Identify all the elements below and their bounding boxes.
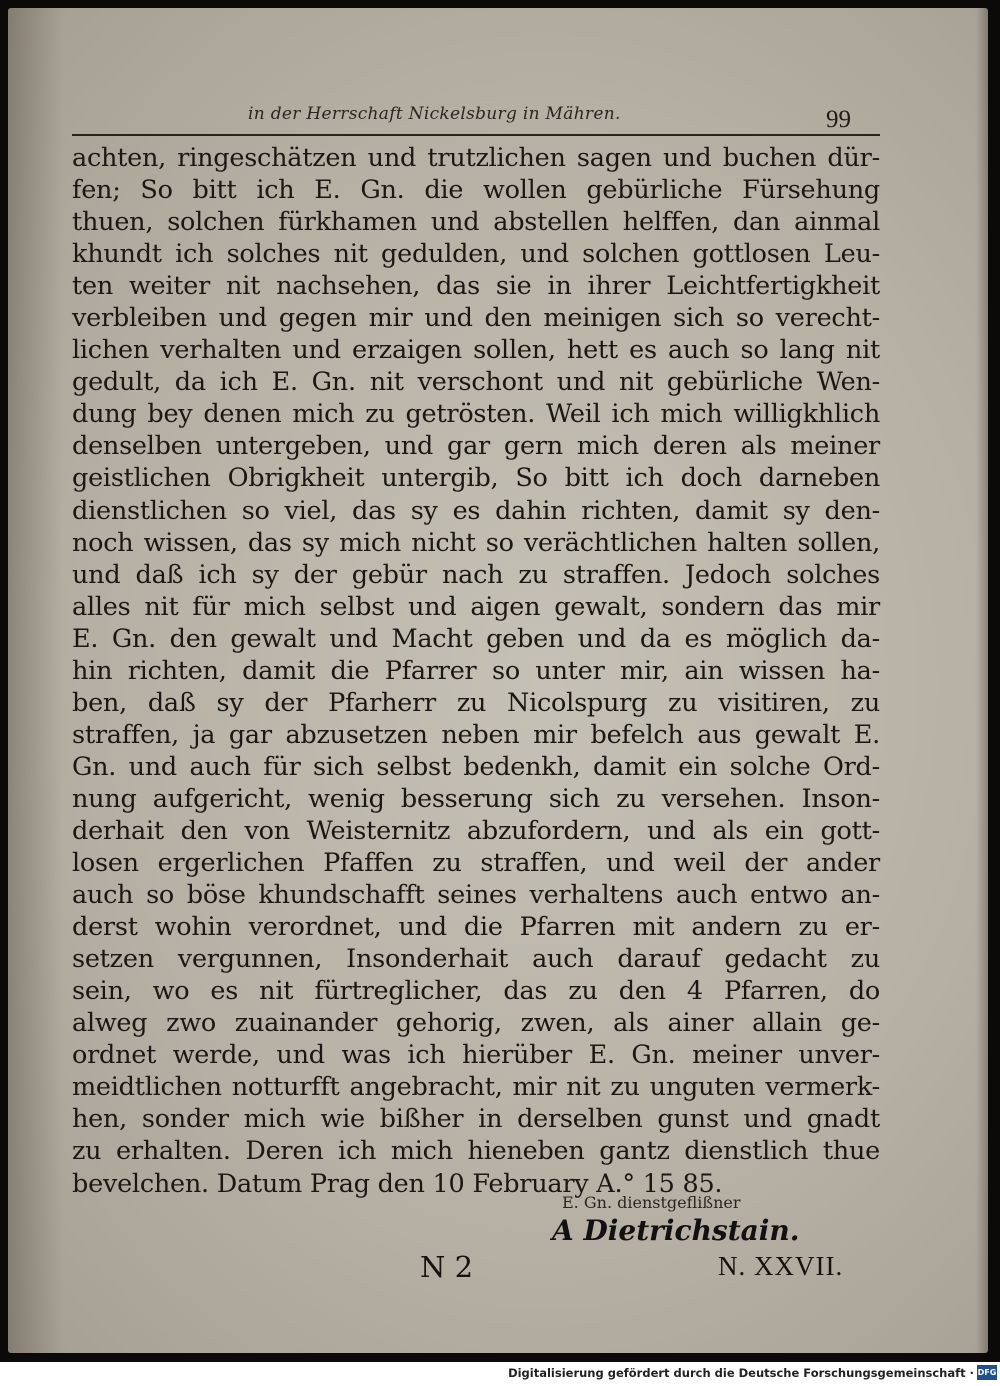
signature-mark: N 2 — [420, 1250, 474, 1284]
text-line: fen; So bitt ich E. Gn. die wollen gebürliche Fürsehung — [72, 175, 880, 206]
text-line: losen ergerlichen Pfaffen zu straffen, und weil der ander — [72, 848, 880, 879]
text-line: sein, wo es nit fürtreglicher, das zu den 4 Pfarren, do — [72, 976, 880, 1007]
text-line: achten, ringeschätzen und trutzlichen sagen und buchen dür- — [72, 143, 880, 173]
text-line: setzen vergunnen, Insonderhait auch darauf gedacht zu — [72, 944, 880, 975]
document-number: N. XXVII. — [718, 1251, 844, 1281]
text-line: alweg zwo zuainander gehorig, zwen, als ainer allain ge- — [72, 1008, 880, 1039]
text-line: verbleiben und gegen mir und den meinigen sich so verecht- — [72, 303, 880, 334]
text-line: ordnet werde, und was ich hierüber E. Gn. meiner unver- — [72, 1040, 880, 1071]
text-line-dateline: bevelchen. Datum Prag den 10 February A.° 15 85. — [72, 1168, 723, 1199]
text-line: khundt ich solches nit gedulden, und solchen gottlosen Leu- — [72, 239, 880, 270]
body-text — [72, 142, 880, 1200]
text-line: lichen verhalten und erzaigen sollen, hett es auch so lang nit — [72, 335, 880, 366]
text-line: derst wohin verordnet, und die Pfarren mit andern zu er- — [72, 912, 880, 943]
running-head: in der Herrschaft Nickelsburg in Mähren. — [248, 104, 621, 124]
text-line: alles nit für mich selbst und aigen gewalt, sondern das mir — [72, 591, 880, 622]
text-line: nung aufgericht, wenig besserung sich zu versehen. Inson- — [72, 783, 880, 814]
text-line: auch so böse khundschafft seines verhaltens auch entwo an- — [72, 880, 880, 911]
text-line: straffen, ja gar abzusetzen neben mir befelch aus gewalt E. — [72, 719, 880, 750]
dfg-logo-icon: DFG — [977, 1365, 997, 1380]
text-line: und daß ich sy der gebür nach zu straffen. Jedoch solches — [72, 559, 880, 590]
text-line: meidtlichen notturfft angebracht, mir nit zu unguten vermerk- — [72, 1072, 880, 1103]
text-line: hin richten, damit die Pfarrer so unter mir, ain wissen ha- — [72, 655, 880, 686]
text-line: gedult, da ich E. Gn. nit verschont und nit gebürliche Wen- — [72, 367, 880, 398]
text-line: E. Gn. den gewalt und Macht geben und da es möglich da- — [72, 623, 880, 654]
text-line: ten weiter nit nachsehen, das sie in ihrer Leichtfertigkheit — [72, 271, 880, 302]
signature: A Dietrichstain. — [552, 1214, 800, 1247]
page-shadow-left — [8, 8, 63, 1353]
text-line: dung bey denen mich zu getrösten. Weil ich mich willigkhlich — [72, 399, 880, 430]
text-line: derhait den von Weisternitz abzufordern, und als ein gott- — [72, 815, 880, 846]
digitization-footer — [0, 1362, 1000, 1386]
page-number: 99 — [826, 106, 851, 133]
text-line: denselben untergeben, und gar gern mich deren als meiner — [72, 431, 880, 462]
text-line: zu erhalten. Deren ich mich hieneben gantz dienstlich thue — [72, 1136, 880, 1167]
text-line: hen, sonder mich wie bißher in derselben gunst und gnadt — [72, 1104, 880, 1135]
closing-formula: E. Gn. dienstgeflißner — [562, 1193, 741, 1212]
page-shadow-right — [976, 8, 988, 1353]
text-line: thuen, solchen fürkhamen und abstellen helffen, dan ainmal — [72, 207, 880, 238]
text-line: ben, daß sy der Pfarherr zu Nicolspurg zu visitiren, zu — [72, 687, 880, 718]
footer-credit: Digitalisierung gefördert durch die Deutsche Forschungsgemeinschaft · — [508, 1366, 974, 1380]
text-line: geistlichen Obrigkheit untergib, So bitt ich doch darneben — [72, 463, 880, 494]
text-line: dienstlichen so viel, das sy es dahin richten, damit sy den- — [72, 495, 880, 526]
text-line: Gn. und auch für sich selbst bedenkh, damit ein solche Ord- — [72, 751, 880, 782]
text-line: noch wissen, das sy mich nicht so verächtlichen halten sollen, — [72, 527, 880, 558]
header-rule — [72, 134, 880, 136]
